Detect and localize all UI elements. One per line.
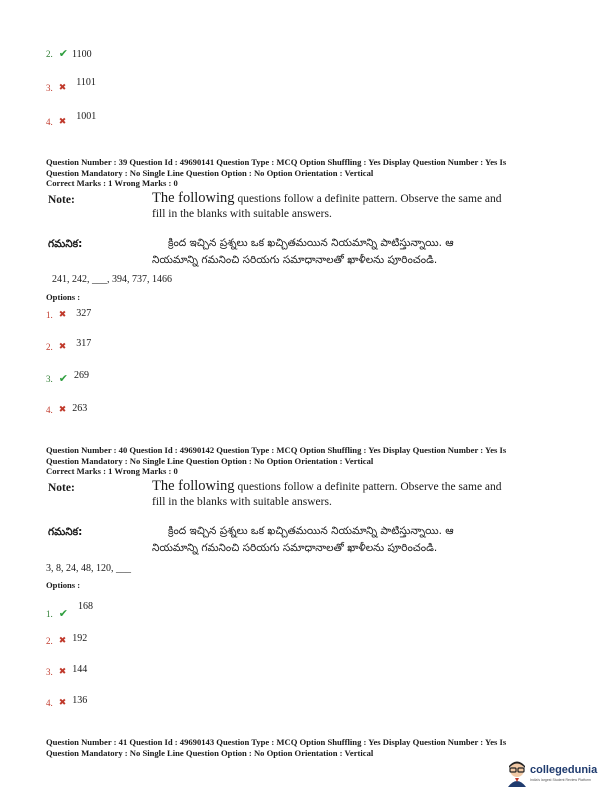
question-header-line1: Question Number : 39 Question Id : 49690141 Question Type : MCQ Option Shuffling : Yes Display Question Number : Yes Is [46, 157, 507, 167]
option-number: 4. [46, 117, 53, 127]
option-row[interactable] [46, 369, 89, 387]
option-number: 2. [46, 636, 53, 646]
option-row[interactable] [46, 631, 87, 649]
option-number: 4. [46, 698, 53, 708]
note-emphasis: The following [152, 478, 235, 494]
question-header-line1: Question Number : 40 Question Id : 49690142 Question Type : MCQ Option Shuffling : Yes Display Question Number : Yes Is [46, 445, 507, 455]
question-marks: Correct Marks : 1 Wrong Marks : 0 [46, 178, 178, 188]
options-label: Options : [46, 580, 81, 590]
option-value: 327 [76, 308, 92, 319]
telugu-line1: క్రింద ఇచ్చిన ప్రశ్నలు ఒక ఖచ్చితమయిన నియమాన్ని పాటిస్తున్నాయి. ఆ [168, 525, 454, 537]
question-header-line2: Question Mandatory : No Single Line Question Option : No Option Orientation : Vertical [46, 747, 374, 758]
option-row [46, 78, 96, 96]
question-header-line2: Question Mandatory : No Single Line Question Option : No Option Orientation : Vertical [46, 455, 374, 466]
note-line1: questions follow a definite pattern. Observe the same and [234, 193, 502, 205]
number-sequence: 3, 8, 24, 48, 120, ___ [46, 563, 131, 574]
question-header-line1: Question Number : 41 Question Id : 49690143 Question Type : MCQ Option Shuffling : Yes Display Question Number : Yes Is [46, 737, 507, 747]
telugu-note-text [152, 523, 552, 557]
option-row[interactable] [46, 400, 87, 418]
telugu-note-text [152, 235, 552, 269]
option-value: 269 [73, 370, 89, 381]
note-line2: fill in the blanks with suitable answers. [152, 208, 332, 220]
option-value: 192 [72, 633, 88, 644]
question-marks: Correct Marks : 1 Wrong Marks : 0 [46, 466, 178, 476]
option-number: 3. [46, 83, 53, 93]
wrong-cross-icon: ✖ [58, 634, 67, 645]
option-number: 3. [46, 374, 53, 384]
wrong-cross-icon: ✖ [58, 308, 67, 319]
wrong-cross-icon: ✖ [58, 403, 67, 414]
question-header [46, 737, 506, 758]
telugu-line2: నియమాన్ని గమనించి సరియగు సమాధానాలతో ఖాళీలను పూరించండి. [152, 254, 438, 266]
note-line1: questions follow a definite pattern. Observe the same and [234, 481, 502, 493]
wrong-cross-icon: ✖ [58, 340, 67, 351]
note-text [152, 191, 552, 222]
option-row[interactable] [46, 662, 87, 680]
question-header [46, 445, 506, 477]
option-value: 136 [72, 695, 88, 706]
number-sequence: 241, 242, ___, 394, 737, 1466 [52, 274, 172, 285]
telugu-line2: నియమాన్ని గమనించి సరియగు సమాధానాలతో ఖాళీలను పూరించండి. [152, 542, 438, 554]
option-number: 1. [46, 310, 53, 320]
option-number: 4. [46, 405, 53, 415]
logo-name: collegedunia [530, 764, 598, 776]
question-header [46, 157, 506, 189]
wrong-cross-icon: ✖ [58, 665, 67, 676]
option-value: 144 [72, 664, 88, 675]
question-header-line2: Question Mandatory : No Single Line Question Option : No Option Orientation : Vertical [46, 167, 374, 178]
options-label: Options : [46, 292, 81, 302]
option-value: 317 [76, 338, 92, 349]
wrong-cross-icon: ✖ [58, 115, 67, 126]
option-number: 2. [46, 342, 53, 352]
option-value: 1100 [71, 49, 92, 60]
option-row[interactable] [46, 305, 91, 323]
option-row [46, 44, 92, 62]
option-row [46, 112, 96, 130]
option-number: 1. [46, 609, 53, 619]
note-line2: fill in the blanks with suitable answers. [152, 496, 332, 508]
note-label: Note: [48, 482, 75, 494]
option-value: 263 [72, 403, 88, 414]
wrong-cross-icon: ✖ [58, 81, 67, 92]
option-value: 1101 [76, 77, 96, 88]
note-text [152, 479, 552, 510]
correct-check-icon: ✔ [58, 607, 68, 620]
telugu-note-label: గమనిక: [48, 238, 83, 250]
option-row[interactable] [46, 596, 93, 620]
correct-check-icon: ✔ [58, 372, 68, 385]
student-mascot-icon [506, 761, 528, 787]
logo-tagline: India's largest Student Review Platform [530, 778, 591, 782]
telugu-line1: క్రింద ఇచ్చిన ప్రశ్నలు ఒక ఖచ్చితమయిన నియమాన్ని పాటిస్తున్నాయి. ఆ [168, 237, 454, 249]
option-row[interactable] [46, 337, 91, 355]
collegedunia-logo [506, 760, 610, 790]
option-value: 168 [77, 601, 93, 612]
telugu-note-label: గమనిక: [48, 526, 83, 538]
option-row[interactable] [46, 693, 87, 711]
correct-check-icon: ✔ [58, 47, 68, 60]
note-emphasis: The following [152, 190, 235, 206]
option-value: 1001 [76, 111, 97, 122]
option-number: 2. [46, 49, 53, 59]
option-number: 3. [46, 667, 53, 677]
note-label: Note: [48, 194, 75, 206]
wrong-cross-icon: ✖ [58, 696, 67, 707]
